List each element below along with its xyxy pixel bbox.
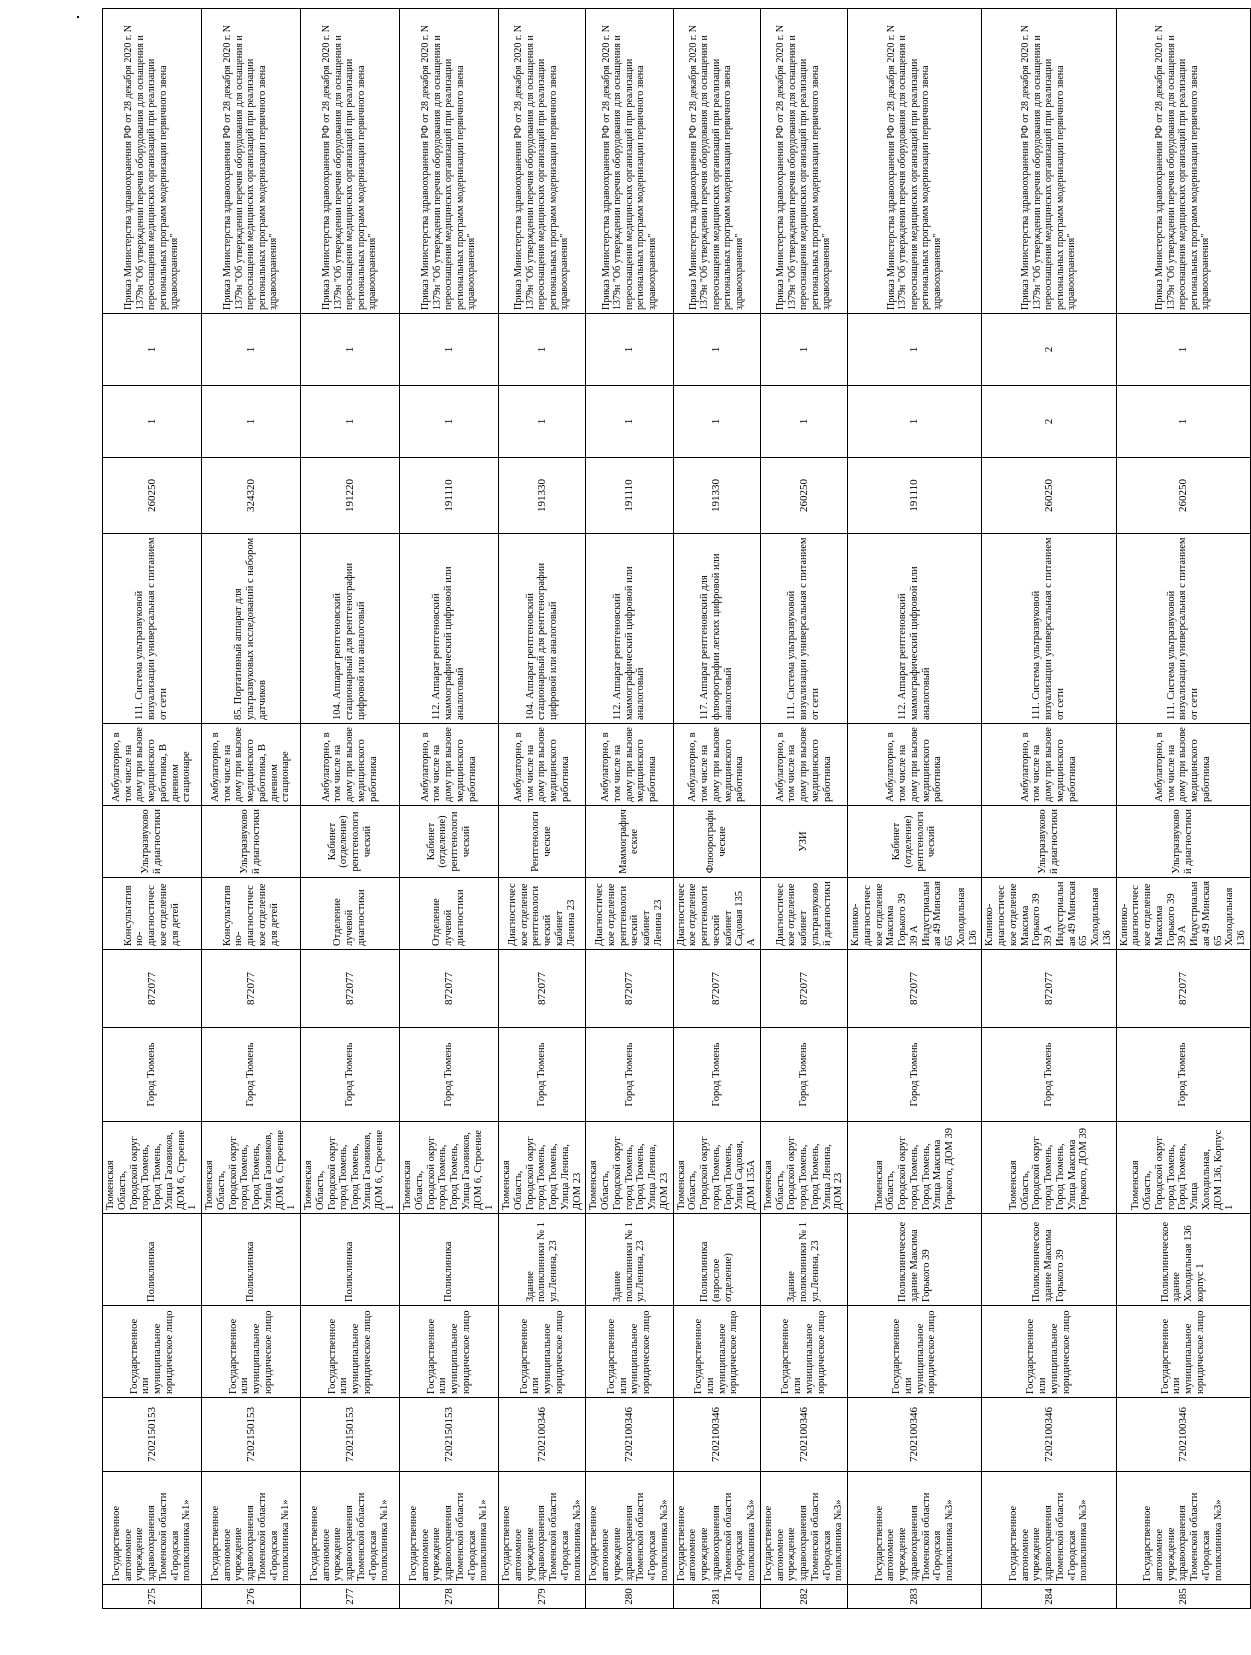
quantity-2-cell: 1 (103, 314, 202, 386)
quantity-2-cell: 1 (202, 314, 301, 386)
address-cell: Тюменская Область, Городской округ город Тюмень, Город Тюмень, Улица Холодильная, ДОМ 136, Корпус 1 (1116, 1122, 1250, 1214)
department-cell: Диагностическое отделение рентгенологический кабинет Ленина 23 (499, 878, 586, 950)
inn-cell: 7202150153 (400, 1398, 499, 1472)
table-row (400, 9, 499, 1609)
equipment-table (102, 8, 1251, 1609)
organization-name-cell: Государственное автономное учреждение здравоохранения Тюменской области «Городская поликлиника №3» (499, 1472, 586, 1585)
quantity-2-cell: 1 (848, 314, 982, 386)
care-conditions-cell: Амбулаторно, в том числе на дому при вызове медицинского работника (499, 724, 586, 806)
legal-entity-type-cell: Государственное или муниципальное юридическое лицо (103, 1306, 202, 1398)
department-cell: Клинико-диагностическое отделение Максима Горького 39 39 А Индустриальная 49 Минская 65 Холодильная 136 (982, 878, 1116, 950)
legal-entity-type-cell: Государственное или муниципальное юридическое лицо (760, 1306, 847, 1398)
cabinet-type-cell: УЗИ (760, 806, 847, 878)
equipment-name-cell: 111. Система ультразвуковой визуализации универсальная с питанием от сети (103, 534, 202, 724)
table-row (760, 9, 847, 1609)
building-name-cell: Поликлиника (301, 1214, 400, 1306)
oktmo-code-cell: 872077 (499, 950, 586, 1028)
table-row (1116, 9, 1250, 1609)
quantity-2-cell: 1 (673, 314, 760, 386)
inn-cell: 7202100346 (848, 1398, 982, 1472)
equipment-name-cell: 112. Аппарат рентгеновский маммографический цифровой или аналоговый (400, 534, 499, 724)
table-row (586, 9, 673, 1609)
oktmo-code-cell: 872077 (1116, 950, 1250, 1028)
legal-basis-cell: Приказ Министерства здравоохранения РФ от 28 декабря 2020 г. N 1379н "Об утверждении перечня оборудования для оснащения и переоснащения медицинских организаций при реализации региональных программ модернизации первичного звена здравоохранения" (1116, 9, 1250, 314)
care-conditions-cell: Амбулаторно, в том числе на дому при вызове медицинского работника (982, 724, 1116, 806)
inn-cell: 7202150153 (202, 1398, 301, 1472)
row-number-cell: 280 (586, 1585, 673, 1609)
equipment-name-cell: 112. Аппарат рентгеновский маммографический цифровой или аналоговый (586, 534, 673, 724)
table-row (673, 9, 760, 1609)
cabinet-type-cell: Ультразвуковой диагностики (202, 806, 301, 878)
address-cell: Тюменская Область, Городской округ город Тюмень, Город Тюмень, Улица Максима Горького, ДОМ 39 (848, 1122, 982, 1214)
organization-name-cell: Государственное автономное учреждение здравоохранения Тюменской области «Городская поликлиника №3» (1116, 1472, 1250, 1585)
equipment-name-cell: 111. Система ультразвуковой визуализации универсальная с питанием от сети (982, 534, 1116, 724)
care-conditions-cell: Амбулаторно, в том числе на дому при вызове медицинского работника (400, 724, 499, 806)
inn-cell: 7202100346 (982, 1398, 1116, 1472)
row-number-cell: 275 (103, 1585, 202, 1609)
table-body (103, 9, 1251, 1609)
inn-cell: 7202100346 (1116, 1398, 1250, 1472)
cabinet-type-cell: Ультразвуковой диагностики (103, 806, 202, 878)
department-cell: Консультативно-диагностическое отделение для детей (103, 878, 202, 950)
department-cell: Отделение лучевой диагностики (301, 878, 400, 950)
address-cell: Тюменская Область, Городской округ город Тюмень, Город Тюмень, Улица Газовиков, ДОМ 6, Строение 1 (103, 1122, 202, 1214)
legal-basis-cell: Приказ Министерства здравоохранения РФ от 28 декабря 2020 г. N 1379н "Об утверждении перечня оборудования для оснащения и переоснащения медицинских организаций при реализации региональных программ модернизации первичного звена здравоохранения" (982, 9, 1116, 314)
table-row (301, 9, 400, 1609)
organization-name-cell: Государственное автономное учреждение здравоохранения Тюменской области «Городская поликлиника №1» (202, 1472, 301, 1585)
equipment-name-cell: 104. Аппарат рентгеновский стационарный для рентгенографии цифровой или аналоговый (499, 534, 586, 724)
city-cell: Город Тюмень (202, 1028, 301, 1122)
quantity-2-cell: 1 (400, 314, 499, 386)
oktmo-code-cell: 872077 (301, 950, 400, 1028)
address-cell: Тюменская Область, Городской округ город Тюмень, Город Тюмень, Улица Ленина, ДОМ 23 (586, 1122, 673, 1214)
table-row (982, 9, 1116, 1609)
building-name-cell: Поликлиническое здание Холодильная 136 корпус 1 (1116, 1214, 1250, 1306)
oktmo-code-cell: 872077 (202, 950, 301, 1028)
equipment-code-cell: 191110 (400, 458, 499, 534)
equipment-code-cell: 324320 (202, 458, 301, 534)
quantity-1-cell: 2 (982, 386, 1116, 458)
department-cell: Консультативно-диагностическое отделение для детей (202, 878, 301, 950)
city-cell: Город Тюмень (301, 1028, 400, 1122)
care-conditions-cell: Амбулаторно, в том числе на дому при вызове медицинского работника (586, 724, 673, 806)
care-conditions-cell: Амбулаторно, в том числе на дому при вызове медицинского работника (760, 724, 847, 806)
address-cell: Тюменская Область, Городской округ город Тюмень, Город Тюмень, Улица Садовая, ДОМ 135А (673, 1122, 760, 1214)
legal-basis-cell: Приказ Министерства здравоохранения РФ от 28 декабря 2020 г. N 1379н "Об утверждении перечня оборудования для оснащения и переоснащения медицинских организаций при реализации региональных программ модернизации первичного звена здравоохранения" (760, 9, 847, 314)
building-name-cell: Поликлиника (202, 1214, 301, 1306)
quantity-1-cell: 1 (1116, 386, 1250, 458)
building-name-cell: Поликлиника (400, 1214, 499, 1306)
oktmo-code-cell: 872077 (586, 950, 673, 1028)
address-cell: Тюменская Область, Городской округ город Тюмень, Город Тюмень, Улица Газовиков, ДОМ 6, Строение 1 (400, 1122, 499, 1214)
cabinet-type-cell: Кабинет (отделение) рентгенологический (301, 806, 400, 878)
organization-name-cell: Государственное автономное учреждение здравоохранения Тюменской области «Городская поликлиника №3» (982, 1472, 1116, 1585)
building-name-cell: Здание поликлиники № 1 ул.Ленина, 23 (586, 1214, 673, 1306)
quantity-2-cell: 1 (586, 314, 673, 386)
scan-speck (77, 16, 79, 18)
row-number-cell: 281 (673, 1585, 760, 1609)
equipment-name-cell: 85. Портативный аппарат для ультразвуковых исследований с набором датчиков (202, 534, 301, 724)
department-cell: Диагностическое отделение кабинет ультразвуковой диагностики (760, 878, 847, 950)
building-name-cell: Поликлиническое здание Максима Горького 39 (982, 1214, 1116, 1306)
quantity-2-cell: 1 (1116, 314, 1250, 386)
department-cell: Отделение лучевой диагностики (400, 878, 499, 950)
legal-basis-cell: Приказ Министерства здравоохранения РФ от 28 декабря 2020 г. N 1379н "Об утверждении перечня оборудования для оснащения и переоснащения медицинских организаций при реализации региональных программ модернизации первичного звена здравоохранения" (848, 9, 982, 314)
city-cell: Город Тюмень (673, 1028, 760, 1122)
city-cell: Город Тюмень (400, 1028, 499, 1122)
inn-cell: 7202150153 (301, 1398, 400, 1472)
quantity-1-cell: 1 (202, 386, 301, 458)
quantity-1-cell: 1 (301, 386, 400, 458)
row-number-cell: 278 (400, 1585, 499, 1609)
row-number-cell: 279 (499, 1585, 586, 1609)
organization-name-cell: Государственное автономное учреждение здравоохранения Тюменской области «Городская поликлиника №3» (848, 1472, 982, 1585)
department-cell: Клинико-диагностическое отделение Максима Горького 39 39 А Индустриальная 49 Минская 65 Холодильная 136 (848, 878, 982, 950)
equipment-name-cell: 111. Система ультразвуковой визуализации универсальная с питанием от сети (760, 534, 847, 724)
legal-basis-cell: Приказ Министерства здравоохранения РФ от 28 декабря 2020 г. N 1379н "Об утверждении перечня оборудования для оснащения и переоснащения медицинских организаций при реализации региональных программ модернизации первичного звена здравоохранения" (301, 9, 400, 314)
address-cell: Тюменская Область, Городской округ город Тюмень, Город Тюмень, Улица Газовиков, ДОМ 6, Строение 1 (202, 1122, 301, 1214)
legal-entity-type-cell: Государственное или муниципальное юридическое лицо (982, 1306, 1116, 1398)
equipment-name-cell: 112. Аппарат рентгеновский маммографический цифровой или аналоговый (848, 534, 982, 724)
care-conditions-cell: Амбулаторно, в том числе на дому при вызове медицинского работника (673, 724, 760, 806)
quantity-2-cell: 1 (301, 314, 400, 386)
care-conditions-cell: Амбулаторно, в том числе на дому при вызове медицинского работника (848, 724, 982, 806)
equipment-name-cell: 104. Аппарат рентгеновский стационарный для рентгенографии цифровой или аналоговый (301, 534, 400, 724)
inn-cell: 7202100346 (673, 1398, 760, 1472)
care-conditions-cell: Амбулаторно, в том числе на дому при вызове медицинского работника (1116, 724, 1250, 806)
table-row (499, 9, 586, 1609)
legal-entity-type-cell: Государственное или муниципальное юридическое лицо (1116, 1306, 1250, 1398)
equipment-name-cell: 111. Система ультразвуковой визуализации универсальная с питанием от сети (1116, 534, 1250, 724)
building-name-cell: Поликлиническое здание Максима Горького 39 (848, 1214, 982, 1306)
building-name-cell: Поликлиника (103, 1214, 202, 1306)
quantity-1-cell: 1 (400, 386, 499, 458)
address-cell: Тюменская Область, Городской округ город Тюмень, Город Тюмень, Улица Газовиков, ДОМ 6, Строение 1 (301, 1122, 400, 1214)
table-row (848, 9, 982, 1609)
oktmo-code-cell: 872077 (760, 950, 847, 1028)
row-number-cell: 285 (1116, 1585, 1250, 1609)
quantity-1-cell: 1 (103, 386, 202, 458)
equipment-code-cell: 191220 (301, 458, 400, 534)
row-number-cell: 276 (202, 1585, 301, 1609)
equipment-code-cell: 191110 (848, 458, 982, 534)
organization-name-cell: Государственное автономное учреждение здравоохранения Тюменской области «Городская поликлиника №3» (673, 1472, 760, 1585)
legal-entity-type-cell: Государственное или муниципальное юридическое лицо (400, 1306, 499, 1398)
legal-entity-type-cell: Государственное или муниципальное юридическое лицо (673, 1306, 760, 1398)
legal-entity-type-cell: Государственное или муниципальное юридическое лицо (848, 1306, 982, 1398)
legal-basis-cell: Приказ Министерства здравоохранения РФ от 28 декабря 2020 г. N 1379н "Об утверждении перечня оборудования для оснащения и переоснащения медицинских организаций при реализации региональных программ модернизации первичного звена здравоохранения" (400, 9, 499, 314)
address-cell: Тюменская Область, Городской округ город Тюмень, Город Тюмень, Улица Ленина, ДОМ 23 (760, 1122, 847, 1214)
cabinet-type-cell: Флюорографические (673, 806, 760, 878)
inn-cell: 7202150153 (103, 1398, 202, 1472)
oktmo-code-cell: 872077 (848, 950, 982, 1028)
building-name-cell: Здание поликлиники № 1 ул.Ленина, 23 (760, 1214, 847, 1306)
row-number-cell: 284 (982, 1585, 1116, 1609)
legal-entity-type-cell: Государственное или муниципальное юридическое лицо (499, 1306, 586, 1398)
row-number-cell: 283 (848, 1585, 982, 1609)
oktmo-code-cell: 872077 (103, 950, 202, 1028)
oktmo-code-cell: 872077 (400, 950, 499, 1028)
legal-entity-type-cell: Государственное или муниципальное юридическое лицо (301, 1306, 400, 1398)
quantity-1-cell: 1 (848, 386, 982, 458)
care-conditions-cell: Амбулаторно, в том числе на дому при вызове медицинского работника, В дневном стационаре (103, 724, 202, 806)
cabinet-type-cell: Рентгенологические (499, 806, 586, 878)
care-conditions-cell: Амбулаторно, в том числе на дому при вызове медицинского работника (301, 724, 400, 806)
city-cell: Город Тюмень (982, 1028, 1116, 1122)
department-cell: Диагностическое отделение рентгенологический кабинет Садовая 135 А (673, 878, 760, 950)
equipment-code-cell: 260250 (103, 458, 202, 534)
organization-name-cell: Государственное автономное учреждение здравоохранения Тюменской области «Городская поликлиника №1» (400, 1472, 499, 1585)
quantity-1-cell: 1 (760, 386, 847, 458)
city-cell: Город Тюмень (499, 1028, 586, 1122)
quantity-2-cell: 1 (499, 314, 586, 386)
building-name-cell: Здание поликлиники № 1 ул.Ленина, 23 (499, 1214, 586, 1306)
equipment-code-cell: 191330 (499, 458, 586, 534)
legal-basis-cell: Приказ Министерства здравоохранения РФ от 28 декабря 2020 г. N 1379н "Об утверждении перечня оборудования для оснащения и переоснащения медицинских организаций при реализации региональных программ модернизации первичного звена здравоохранения" (673, 9, 760, 314)
table-row (202, 9, 301, 1609)
city-cell: Город Тюмень (1116, 1028, 1250, 1122)
city-cell: Город Тюмень (103, 1028, 202, 1122)
row-number-cell: 277 (301, 1585, 400, 1609)
city-cell: Город Тюмень (586, 1028, 673, 1122)
address-cell: Тюменская Область, Городской округ город Тюмень, Город Тюмень, Улица Ленина, ДОМ 23 (499, 1122, 586, 1214)
oktmo-code-cell: 872077 (982, 950, 1116, 1028)
equipment-code-cell: 260250 (982, 458, 1116, 534)
legal-entity-type-cell: Государственное или муниципальное юридическое лицо (586, 1306, 673, 1398)
inn-cell: 7202100346 (586, 1398, 673, 1472)
city-cell: Город Тюмень (760, 1028, 847, 1122)
cabinet-type-cell: Маммографические (586, 806, 673, 878)
legal-basis-cell: Приказ Министерства здравоохранения РФ от 28 декабря 2020 г. N 1379н "Об утверждении перечня оборудования для оснащения и переоснащения медицинских организаций при реализации региональных программ модернизации первичного звена здравоохранения" (499, 9, 586, 314)
city-cell: Город Тюмень (848, 1028, 982, 1122)
quantity-2-cell: 2 (982, 314, 1116, 386)
legal-basis-cell: Приказ Министерства здравоохранения РФ от 28 декабря 2020 г. N 1379н "Об утверждении перечня оборудования для оснащения и переоснащения медицинских организаций при реализации региональных программ модернизации первичного звена здравоохранения" (586, 9, 673, 314)
rotated-table-container (102, 9, 1247, 1609)
quantity-1-cell: 1 (586, 386, 673, 458)
organization-name-cell: Государственное автономное учреждение здравоохранения Тюменской области «Городская поликлиника №3» (586, 1472, 673, 1585)
cabinet-type-cell: Ультразвуковой диагностики (1116, 806, 1250, 878)
department-cell: Диагностическое отделение рентгенологический кабинет Ленина 23 (586, 878, 673, 950)
legal-basis-cell: Приказ Министерства здравоохранения РФ от 28 декабря 2020 г. N 1379н "Об утверждении перечня оборудования для оснащения и переоснащения медицинских организаций при реализации региональных программ модернизации первичного звена здравоохранения" (103, 9, 202, 314)
legal-entity-type-cell: Государственное или муниципальное юридическое лицо (202, 1306, 301, 1398)
organization-name-cell: Государственное автономное учреждение здравоохранения Тюменской области «Городская поликлиника №1» (301, 1472, 400, 1585)
address-cell: Тюменская Область, Городской округ город Тюмень, Город Тюмень, Улица Максима Горького, ДОМ 39 (982, 1122, 1116, 1214)
organization-name-cell: Государственное автономное учреждение здравоохранения Тюменской области «Городская поликлиника №1» (103, 1472, 202, 1585)
department-cell: Клинико-диагностическое отделение Максима Горького 39 39 А Индустриальная 49 Минская 65 Холодильная 136 (1116, 878, 1250, 950)
inn-cell: 7202100346 (760, 1398, 847, 1472)
inn-cell: 7202100346 (499, 1398, 586, 1472)
cabinet-type-cell: Кабинет (отделение) рентгенологический (400, 806, 499, 878)
equipment-code-cell: 260250 (760, 458, 847, 534)
organization-name-cell: Государственное автономное учреждение здравоохранения Тюменской области «Городская поликлиника №3» (760, 1472, 847, 1585)
row-number-cell: 282 (760, 1585, 847, 1609)
quantity-1-cell: 1 (673, 386, 760, 458)
equipment-code-cell: 260250 (1116, 458, 1250, 534)
equipment-name-cell: 117. Аппарат рентгеновский для флюорографии легких цифровой или аналоговый (673, 534, 760, 724)
cabinet-type-cell: Кабинет (отделение) рентгенологический (848, 806, 982, 878)
oktmo-code-cell: 872077 (673, 950, 760, 1028)
equipment-code-cell: 191110 (586, 458, 673, 534)
cabinet-type-cell: Ультразвуковой диагностики (982, 806, 1116, 878)
table-row (103, 9, 202, 1609)
care-conditions-cell: Амбулаторно, в том числе на дому при вызове медицинского работника, В дневном стационаре (202, 724, 301, 806)
quantity-2-cell: 1 (760, 314, 847, 386)
quantity-1-cell: 1 (499, 386, 586, 458)
equipment-code-cell: 191330 (673, 458, 760, 534)
legal-basis-cell: Приказ Министерства здравоохранения РФ от 28 декабря 2020 г. N 1379н "Об утверждении перечня оборудования для оснащения и переоснащения медицинских организаций при реализации региональных программ модернизации первичного звена здравоохранения" (202, 9, 301, 314)
building-name-cell: Поликлиника (взрослое отделение) (673, 1214, 760, 1306)
